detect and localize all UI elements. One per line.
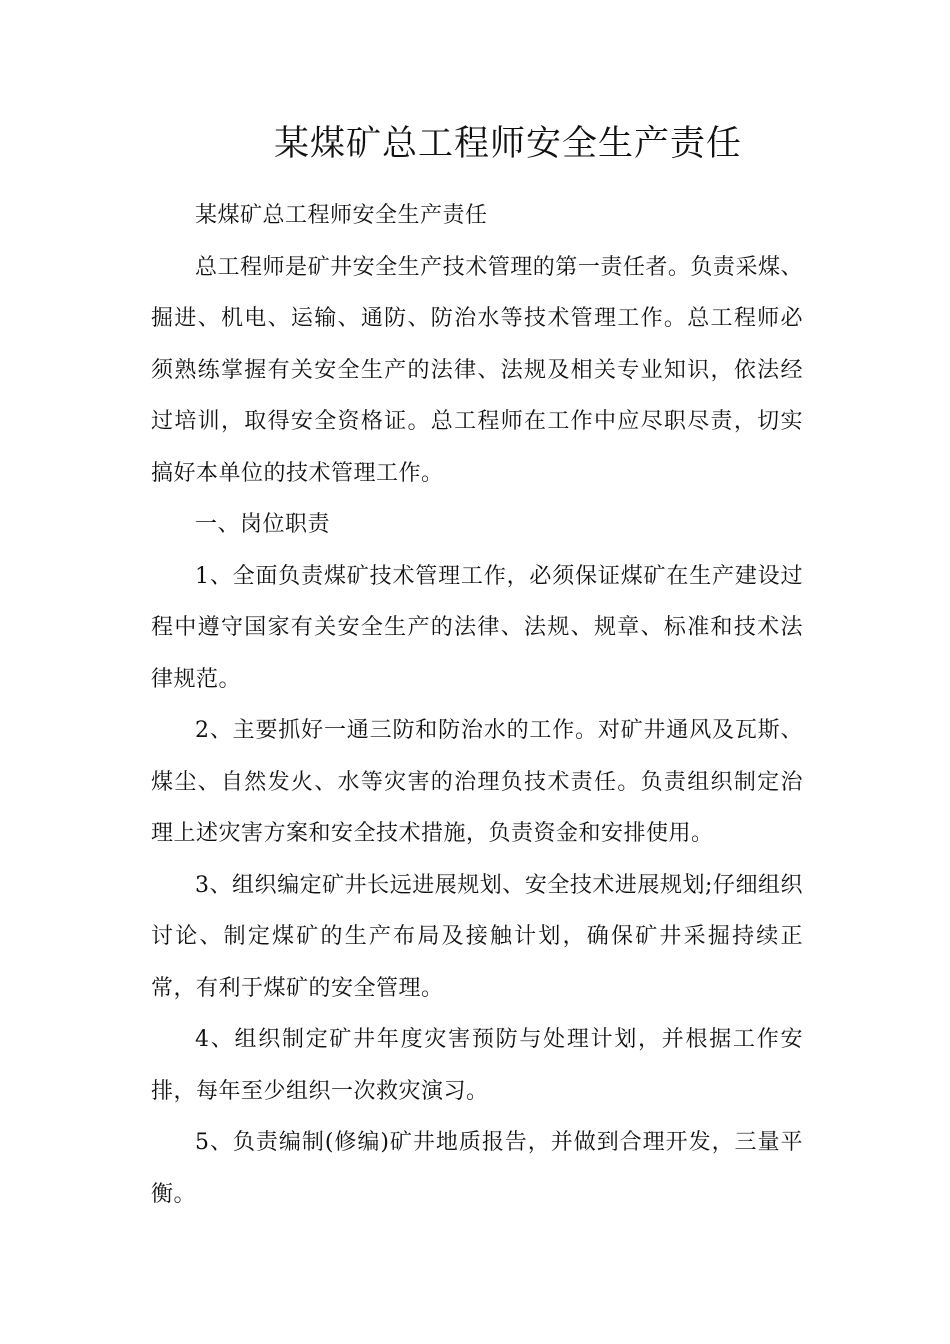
duty-item-3: 3、组织编定矿井长远进展规划、安全技术进展规划;仔细组织讨论、制定煤矿的生产布局及接触计划，确保矿井采掘持续正常，有利于煤矿的安全管理。 bbox=[151, 872, 803, 1001]
document-title: 某煤矿总工程师安全生产责任 bbox=[273, 124, 742, 164]
intro-paragraph: 总工程师是矿井安全生产技术管理的第一责任者。负责采煤、掘进、机电、运输、通防、防治水等技术管理工作。总工程师必须熟练掌握有关安全生产的法律、法规及相关专业知识，依法经过培训，取得安全资格证。总工程师在工作中应尽职尽责，切实搞好本单位的技术管理工作。 bbox=[151, 254, 803, 486]
duty-item-4: 4、组织制定矿井年度灾害预防与处理计划，并根据工作安排，每年至少组织一次救灾演习。 bbox=[151, 1027, 803, 1104]
document-body bbox=[151, 190, 803, 1220]
duty-item-1: 1、全面负责煤矿技术管理工作，必须保证煤矿在生产建设过程中遵守国家有关安全生产的法律、法规、规章、标准和技术法律规范。 bbox=[151, 563, 803, 692]
subtitle-paragraph: 某煤矿总工程师安全生产责任 bbox=[195, 203, 488, 228]
duty-item-5: 5、负责编制(修编)矿井地质报告，并做到合理开发，三量平衡。 bbox=[151, 1130, 803, 1207]
duty-item-2: 2、主要抓好一通三防和防治水的工作。对矿井通风及瓦斯、煤尘、自然发火、水等灾害的治理负技术责任。负责组织制定治理上述灾害方案和安全技术措施，负责资金和安排使用。 bbox=[151, 718, 803, 846]
section-heading: 一、岗位职责 bbox=[195, 512, 331, 537]
